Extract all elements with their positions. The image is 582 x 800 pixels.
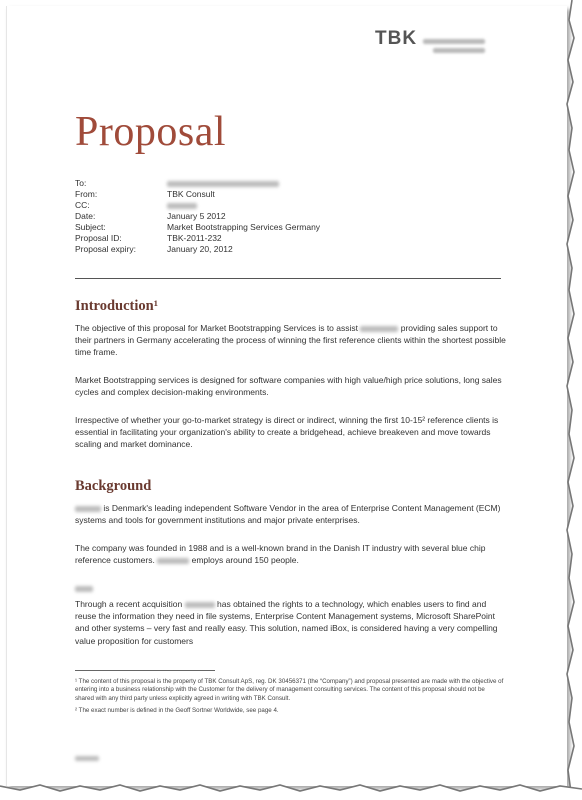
meta-value: January 20, 2012 — [167, 244, 233, 254]
meta-key: CC: — [75, 200, 90, 210]
bg-p2-text-a: The company was founded in 1988 and is a well-known brand in the Danish IT industry with several blue chip reference customers. — [75, 543, 486, 566]
meta-key: Date: — [75, 211, 96, 221]
meta-key: Subject: — [75, 222, 106, 232]
background-subheading-blurred — [75, 582, 507, 594]
background-heading: Background — [75, 478, 152, 494]
footnote-divider — [75, 670, 215, 671]
meta-key: To: — [75, 178, 87, 188]
introduction-paragraph-3: Irrespective of whether your go-to-market strategy is direct or indirect, winning the first 10-15² reference clients is essential in facilitating your organization's ability to create a bridgehead, achieve breakeven and move towards scaling and market dominance. — [75, 415, 499, 450]
background-paragraph-3 — [75, 598, 507, 647]
redacted-company-name — [157, 558, 189, 564]
company-logo: TBK — [375, 28, 418, 49]
meta-value — [167, 178, 495, 189]
meta-key: From: — [75, 189, 98, 199]
redacted-client-name — [360, 326, 398, 332]
bg-p3-text-a: Through a recent acquisition — [75, 599, 183, 609]
redacted-company-name — [75, 506, 101, 512]
bg-p1-text: is Denmark's leading independent Software Vendor in the area of Enterprise Content Management (ECM) systems and tools for government institutions and major private enterprises. — [75, 503, 501, 526]
bg-p3-text-b: has obtained the rights to a technology, which enables users to find and reuse the information they need in file systems, Enterprise Content Management systems, Microsoft SharePoint and other systems – very fast and really easy. This solution, named iBox, is considered having a very compelling value proposition for customers — [75, 599, 498, 646]
meta-row-proposal-id — [75, 233, 495, 244]
redacted-company-name — [185, 602, 215, 608]
meta-key: Proposal expiry: — [75, 244, 136, 254]
bg-p2-text-b: employs around 150 people. — [191, 555, 299, 566]
intro-p1-text-b: providing sales support to their partners in Germany accelerating the process of winning the first reference clients within the shortest possible time frame. — [75, 323, 506, 358]
meta-value: TBK-2011-232 — [167, 233, 222, 243]
meta-row-subject — [75, 222, 495, 233]
background-paragraph-2 — [75, 542, 507, 566]
proposal-meta-block — [75, 178, 495, 255]
footnote-1: ¹ The content of this proposal is the property of TBK Consult ApS, reg. DK 30456371 (the “Company”) and proposal presented are made with the objective of entering into a business relationship with the Customer for the delivery of management consulting services. The content of this proposal should not be shared with any third party unless explicitly agreed in writing with TBK Consult. — [75, 678, 504, 702]
logo-tagline-blurred — [423, 36, 493, 58]
meta-row-date — [75, 211, 495, 222]
document-page — [6, 6, 567, 786]
background-paragraph-1 — [75, 502, 507, 526]
introduction-paragraph-1 — [75, 322, 507, 359]
meta-value: January 5 2012 — [167, 211, 226, 221]
document-title: Proposal — [75, 109, 226, 155]
meta-value: Market Bootstrapping Services Germany — [167, 222, 321, 232]
meta-value — [167, 200, 495, 211]
header-divider — [75, 278, 501, 279]
footnotes — [75, 678, 505, 716]
meta-key: Proposal ID: — [75, 233, 122, 243]
meta-row-expiry — [75, 244, 495, 255]
torn-paper-bottom-edge — [0, 776, 582, 800]
page-number-blurred — [75, 750, 101, 756]
meta-row-cc — [75, 200, 495, 211]
meta-value: TBK Consult — [167, 189, 215, 199]
introduction-heading: Introduction¹ — [75, 298, 159, 314]
meta-row-to — [75, 178, 495, 189]
introduction-paragraph-2: Market Bootstrapping services is designed for software companies with high value/high price solutions, long sales cycles and complex decision-making environments. — [75, 375, 502, 398]
footnote-2: ² The exact number is defined in the Geoff Sortner Worldwide, see page 4. — [75, 707, 279, 715]
intro-p1-text-a: The objective of this proposal for Market Bootstrapping Services is to assist — [75, 323, 358, 333]
meta-row-from — [75, 189, 495, 200]
torn-paper-right-edge — [560, 0, 582, 800]
